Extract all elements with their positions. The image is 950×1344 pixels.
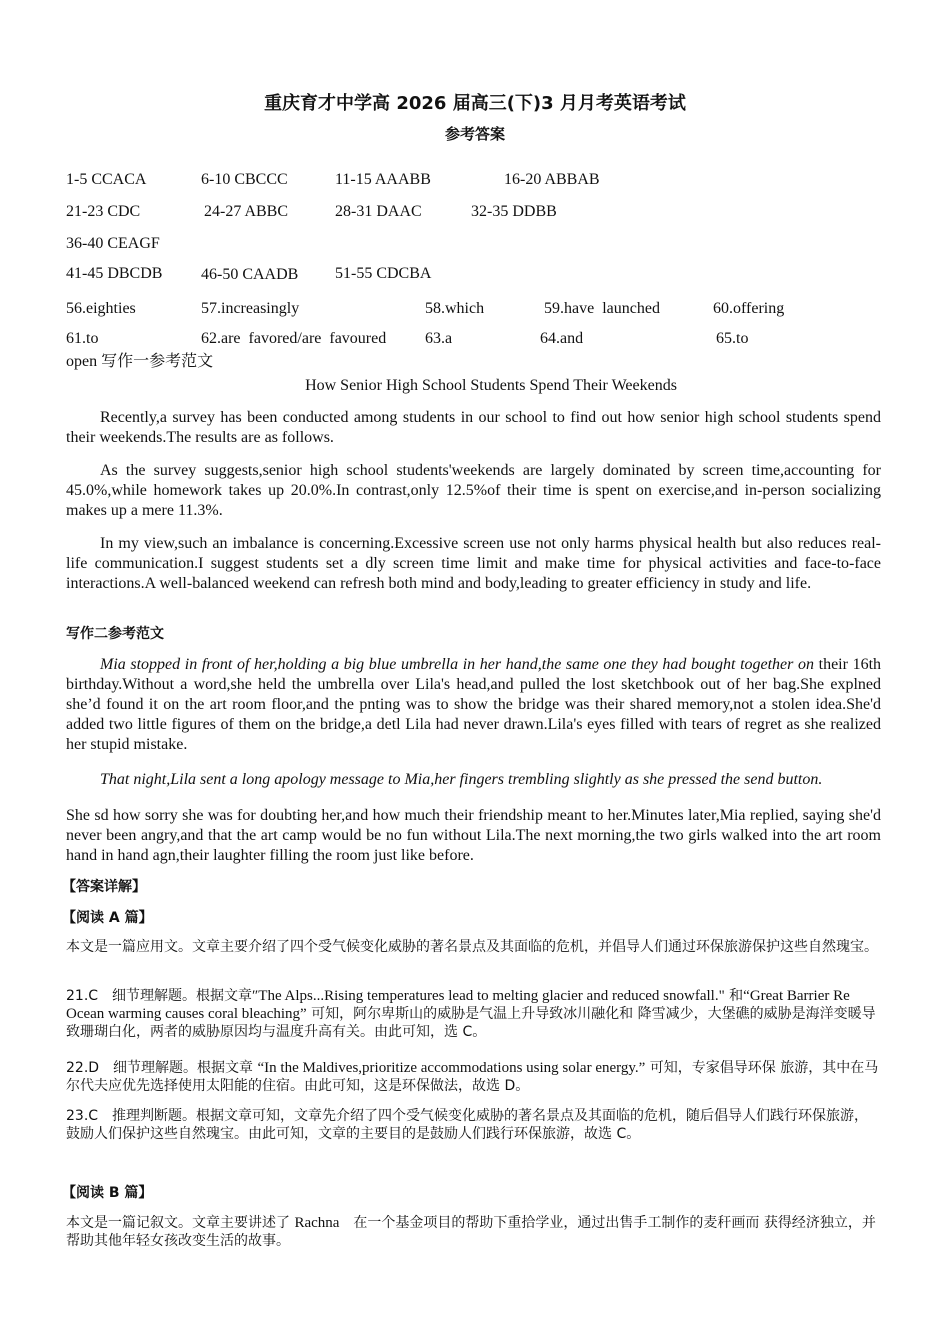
answer-item: 62.are favored/are favoured — [201, 330, 387, 347]
story-lead-sentence: Mia stopped in front of her,holding a big blue umbrella in her hand,the same one they had bought together on — [100, 656, 815, 673]
answer-item: 63.a — [425, 330, 453, 347]
question-explanation: 22.D 细节理解题。根据文章 “In the Maldives,prioritize accommodations using solar energy.” 可知，专家倡导环保 旅游，其中在马尔代夫应优先选择使用太阳能的住宿。由此可知，这是环保做法，故选 D。 — [66, 1060, 879, 1094]
essay-paragraph: In my view,such an imbalance is concerning.Excessive screen use not only harms physical health but also reduces real-life communication.I suggest students set a dly screen time limit and make time for physical activities and face-to-face interactions.A well-balanced weekend can refresh both mind and body,leading to greater efficiency in study and life. — [66, 535, 881, 592]
answer-group: 32-35 DDBB — [471, 203, 557, 220]
answer-group: 21-23 CDC — [66, 203, 141, 220]
answer-group: 41-45 DBCDB — [66, 265, 163, 282]
answer-group: 16-20 ABBAB — [504, 171, 600, 188]
story-paragraph — [66, 655, 881, 755]
essay-title: How Senior High School Students Spend Their Weekends — [305, 377, 677, 394]
section-heading: 【阅读 A 篇】 — [62, 910, 153, 926]
answer-group: 24-27 ABBC — [204, 203, 289, 220]
passage-summary: 本文是一篇记叙文。文章主要讲述了 Rachna 在一个基金项目的帮助下重拾学业，通过出售手工制作的麦秆画而 获得经济独立，并帮助其他年轻女孩改变生活的故事。 — [66, 1215, 876, 1249]
answer-item: 60.offering — [713, 300, 785, 317]
answer-item: 57.increasingly — [201, 300, 300, 317]
answer-item: 64.and — [540, 330, 584, 347]
answer-item: 56.eighties — [66, 300, 136, 317]
passage-summary: 本文是一篇应用文。文章主要介绍了四个受气候变化威胁的著名景点及其面临的危机，并倡导人们通过环保旅游保护这些自然瑰宝。 — [66, 939, 878, 955]
answer-continuation: open 写作一参考范文 — [66, 353, 214, 370]
answer-group: 6-10 CBCCC — [201, 171, 288, 188]
answer-group: 1-5 CCACA — [66, 171, 147, 188]
page-title: 重庆育才中学高 2026 届高三(下)3 月月考英语考试 — [264, 93, 686, 114]
page-subtitle: 参考答案 — [444, 125, 505, 143]
answer-group: 51-55 CDCBA — [335, 265, 432, 282]
essay-paragraph: As the survey suggests,senior high school students'weekends are largely dominated by screen time,accounting for 45.0%,while homework takes up 20.0%.In contrast,only 12.5%of their time is spent on exercise,and in-person socializing makes up a mere 11.3%. — [66, 462, 881, 519]
essay-paragraph: Recently,a survey has been conducted among students in our school to find out how senior high school students spend their weekends.The results are as follows. — [66, 409, 881, 446]
story-text: their 16th birthday.Without a word,she held the umbrella over Lila's head,and pulled the lost sketchbook out of her bag.She explned she’d found it on the art room floor,and the pnting was to show the bridge was their shared memory,not a stolen idea.She'd added two little figures of them on the bridge,a detl Lila had never drawn.Lila's eyes filled with tears of regret as she realized her stupid mistake. — [66, 656, 882, 753]
question-explanation: 23.C 推理判断题。根据文章可知，文章先介绍了四个受气候变化威胁的著名景点及其面临的危机，随后倡导人们践行环保旅游，鼓励人们保护这些自然瑰宝。由此可知，文章的主要目的是鼓励人们践行环保旅游，故选 C。 — [66, 1108, 869, 1142]
answer-group: 36-40 CEAGF — [66, 235, 160, 252]
story-paragraph: She sd how sorry she was for doubting her,and how much their friendship meant to her.Minutes later,Mia replied, saying she'd never been angry,and that the art camp would be no fun without Lila.The next morning,the two girls walked into the art room hand in hand agn,their laughter filling the room just like before. — [66, 807, 881, 864]
answer-item: 59.have launched — [544, 300, 660, 317]
answer-group: 28-31 DAAC — [335, 203, 422, 220]
section-heading: 写作二参考范文 — [66, 626, 164, 642]
story-lead-sentence: That night,Lila sent a long apology message to Mia,her fingers trembling slightly as she pressed the send button. — [100, 771, 823, 788]
answer-item: 61.to — [66, 330, 99, 347]
section-heading: 【阅读 B 篇】 — [62, 1185, 153, 1201]
answer-group: 46-50 CAADB — [201, 266, 299, 283]
section-heading: 【答案详解】 — [62, 879, 146, 895]
answer-item: 58.which — [425, 300, 485, 317]
question-explanation: 21.C 细节理解题。根据文章″The Alps...Rising temperatures lead to melting glacier and reduced snowfall." 和“Great Barrier Re Ocean warming causes coral bleaching” 可知，阿尔卑斯山的威胁是气温上升导致冰川融化和 降雪减少，大堡礁的威胁是海洋变暖导致珊瑚白化，两者的威胁原因均与温度升高有关。由此可知，选 C。 — [66, 988, 876, 1040]
answer-item: 65.to — [716, 330, 749, 347]
answer-group: 11-15 AAABB — [335, 171, 431, 188]
